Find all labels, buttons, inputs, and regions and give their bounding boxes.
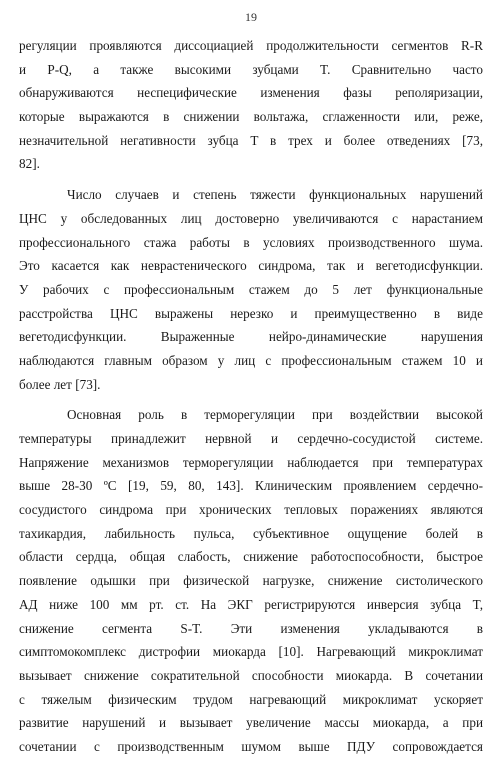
text-line: температуры принадлежит нервной и сердечно-сосудистой системе. — [19, 431, 483, 446]
text-line: симптомокомплекс дистрофии миокарда [10]. Нагревающий микроклимат — [19, 644, 483, 660]
text-line: Число случаев и степень тяжести функциональных нарушений — [67, 187, 483, 203]
text-line: выше 28-30 ºС [19, 59, 80, 143]. Клиническим проявлением сердечно- — [19, 478, 483, 494]
paragraph-3 — [19, 403, 483, 758]
text-line: У рабочих с профессиональным стажем до 5 лет функциональные — [19, 281, 483, 297]
document-body — [19, 34, 483, 759]
text-line: снижение сегмента S-T. Эти изменения укладываются в — [19, 620, 483, 636]
text-line: профессионального стажа работы в условиях производственного шума. — [19, 234, 483, 250]
text-line: незначительной негативности зубца T в трех и более отведениях [73, — [19, 132, 483, 148]
text-line: обнаруживаются неспецифические изменения фазы реполяризации, — [19, 85, 483, 101]
text-line: тахикардия, лабильность пульса, субъективное ощущение болей в — [19, 525, 483, 541]
text-line: сосудистого синдрома при хронических тепловых поражениях являются — [19, 502, 483, 518]
paragraph-1 — [19, 34, 483, 176]
text-line: вегетодисфункции. Выраженные нейро-динамические нарушения — [19, 329, 483, 345]
paragraph-2 — [19, 183, 483, 396]
text-line: Это касается как неврастенического синдрома, так и вегетодисфункции. — [19, 258, 483, 274]
text-line: вызывает снижение сократительной способности миокарда. В сочетании — [19, 667, 483, 683]
text-line: которые выражаются в снижении вольтажа, сглаженности или, реже, — [19, 109, 483, 125]
page-number: 19 — [245, 10, 257, 24]
text-line: расстройства ЦНС выражены нерезко и преимущественно в виде — [19, 305, 483, 321]
text-line: ЦНС у обследованных лиц достоверно увеличиваются с нарастанием — [19, 210, 483, 226]
text-line: развитие нарушений и вызывает увеличение массы миокарда, а при — [19, 715, 483, 731]
text-line: регуляции проявляются диссоциацией продолжительности сегментов R-R — [19, 38, 483, 53]
text-line: 82]. — [19, 156, 40, 172]
text-line: появление одышки при физической нагрузке, снижение систолического — [19, 573, 483, 589]
text-line: и P-Q, а также высокими зубцами T. Сравнительно часто — [19, 61, 483, 77]
text-line: наблюдаются главным образом у лиц с профессиональным стажем 10 и — [19, 352, 483, 368]
text-line: с тяжелым физическим трудом нагревающий микроклимат ускоряет — [19, 691, 483, 707]
text-line: более лет [73]. — [19, 376, 101, 392]
text-line: Напряжение механизмов терморегуляции наблюдается при температурах — [19, 454, 483, 470]
text-line: Основная роль в терморегуляции при воздействии высокой — [67, 407, 483, 423]
text-line: области сердца, общая слабость, снижение работоспособности, быстрое — [19, 549, 483, 565]
text-line: сочетании с производственным шумом выше ПДУ сопровождается — [19, 738, 483, 754]
text-line: АД ниже 100 мм рт. ст. На ЭКГ регистрируются инверсия зубца T, — [19, 596, 483, 612]
